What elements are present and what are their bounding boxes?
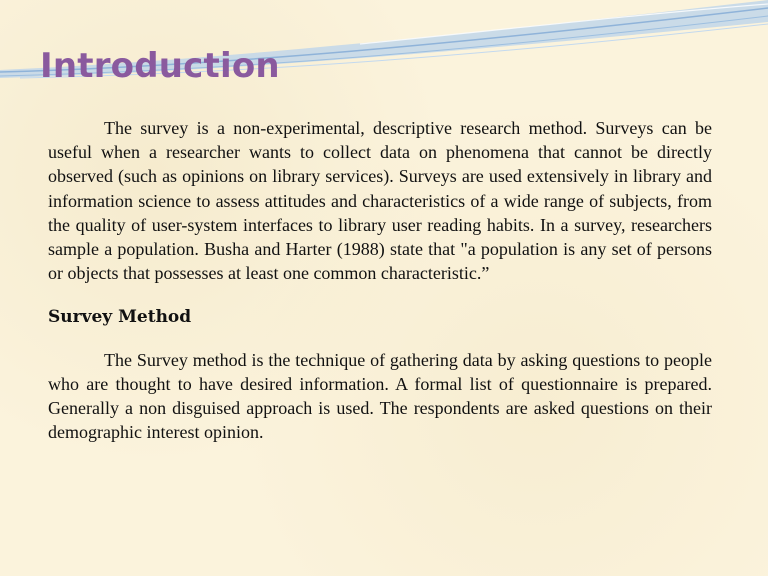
slide-title: Introduction [40,46,280,86]
slide-content [48,116,712,444]
intro-paragraph: The survey is a non-experimental, descriptive research method. Surveys can be useful when a researcher wants to collect data on phenomena that cannot be directly observed (such as opinions on library services). Surveys are used extensively in library and information science to assess attitudes and characteristics of a wide range of subjects, from the quality of user-system interfaces to library user reading habits. In a survey, researchers sample a population. Busha and Harter (1988) state that "a population is any set of persons or objects that possesses at least one common characteristic.” [48,118,712,284]
section-heading: Survey Method [48,307,192,328]
method-paragraph: The Survey method is the technique of gathering data by asking questions to people who are thought to have desired information. A formal list of questionnaire is prepared. Generally a non disguised approach is used. The respondents are asked questions on their demographic interest opinion. [48,349,712,443]
